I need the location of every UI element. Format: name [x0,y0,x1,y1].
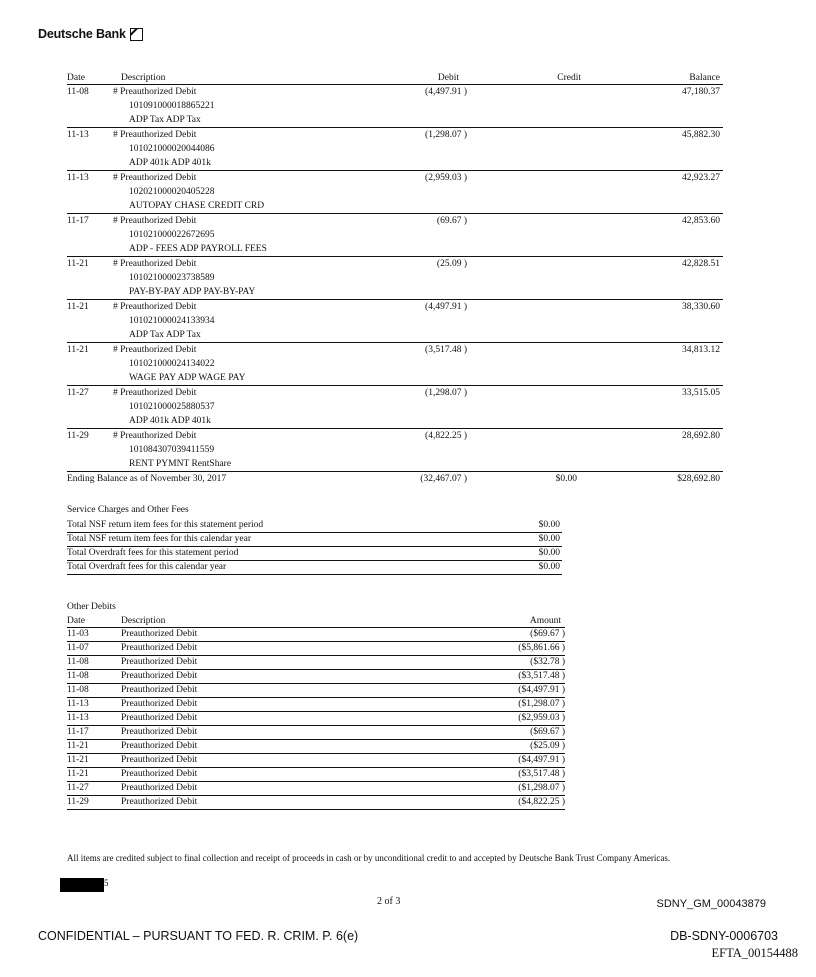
transaction-date: 11-21 [67,259,89,269]
other-debits-header [67,616,565,628]
other-debit-description: Preauthorized Debit [121,741,198,751]
transaction-date: 11-08 [67,87,89,97]
transaction-balance: 42,853.60 [682,216,720,226]
service-charge-row [67,519,562,533]
transaction-date: 11-27 [67,388,89,398]
service-charge-amount: $0.00 [538,534,560,544]
other-debit-amount: ($3,517.48 ) [518,671,565,681]
disclaimer-text: All items are credited subject to final collection and receipt of proceeds in cash or by unconditional credit to and accepted by Deutsche Bank Trust Company Americas. [67,853,671,863]
transaction-debit: (25.09 ) [436,259,467,269]
od-col-amount: Amount [529,616,561,626]
od-col-date: Date [67,616,85,626]
other-debits-title: Other Debits [67,602,116,612]
service-charge-amount: $0.00 [538,520,560,530]
col-balance: Balance [689,73,720,83]
other-debit-description: Preauthorized Debit [121,643,198,653]
other-debit-amount: ($2,959.03 ) [518,713,565,723]
other-debit-amount: ($1,298.07 ) [518,699,565,709]
confidential-notice: CONFIDENTIAL – PURSUANT TO FED. R. CRIM. P. 6(e) [38,929,359,943]
transaction-date: 11-21 [67,302,89,312]
other-debit-description: Preauthorized Debit [121,727,198,737]
other-debit-row [67,712,565,726]
service-charge-row [67,561,562,575]
other-debit-row [67,656,565,670]
transaction-debit: (4,497.91 ) [425,87,467,97]
transaction-reference: 101021000024134022 [129,359,215,369]
other-debit-date: 11-07 [67,643,89,653]
transaction-row [67,386,723,429]
service-charge-label: Total Overdraft fees for this statement period [67,548,239,558]
transaction-reference: 101021000024133934 [129,316,215,326]
other-debit-amount: ($5,861.66 ) [518,643,565,653]
transaction-debit: (1,298.07 ) [425,388,467,398]
other-debit-row [67,698,565,712]
other-debit-date: 11-08 [67,657,89,667]
transaction-balance: 42,828.51 [682,259,720,269]
other-debit-description: Preauthorized Debit [121,699,198,709]
bank-name: Deutsche Bank [38,27,126,41]
other-debit-description: Preauthorized Debit [121,797,198,807]
deutsche-bank-logo-icon [130,28,143,41]
other-debit-date: 11-08 [67,671,89,681]
other-debits-section [67,602,565,810]
transaction-debit: (69.67 ) [436,216,467,226]
other-debit-amount: ($3,517.48 ) [518,769,565,779]
other-debit-description: Preauthorized Debit [121,629,198,639]
efta-number: EFTA_00154488 [711,946,798,960]
transaction-balance: 28,692.80 [682,431,720,441]
transaction-reference: 101021000023738589 [129,273,215,283]
transaction-date: 11-17 [67,216,89,226]
transaction-balance: 34,813.12 [682,345,720,355]
transaction-debit: (2,959.03 ) [425,173,467,183]
transaction-type: # Preauthorized Debit [113,173,197,183]
other-debit-date: 11-29 [67,797,89,807]
transaction-debit: (3,517.48 ) [425,345,467,355]
other-debit-description: Preauthorized Debit [121,783,198,793]
transaction-row [67,85,723,128]
other-debit-description: Preauthorized Debit [121,685,198,695]
transaction-payee: ADP 401k ADP 401k [129,158,211,168]
service-charge-label: Total NSF return item fees for this statement period [67,520,264,530]
transaction-debit: (1,298.07 ) [425,130,467,140]
service-charge-label: Total NSF return item fees for this calendar year [67,534,251,544]
transaction-row [67,214,723,257]
other-debit-amount: ($32.78 ) [530,657,565,667]
transaction-debit: (4,497.91 ) [425,302,467,312]
transaction-type: # Preauthorized Debit [113,431,197,441]
other-debit-date: 11-08 [67,685,89,695]
other-debit-description: Preauthorized Debit [121,755,198,765]
other-debit-date: 11-13 [67,699,89,709]
other-debit-date: 11-17 [67,727,89,737]
transaction-date: 11-13 [67,130,89,140]
other-debit-row [67,796,565,810]
transaction-table [67,72,723,486]
transaction-payee: RENT PYMNT RentShare [129,459,232,469]
transaction-row [67,128,723,171]
transaction-payee: ADP 401k ADP 401k [129,416,211,426]
other-debit-description: Preauthorized Debit [121,713,198,723]
other-debit-amount: ($4,497.91 ) [518,685,565,695]
other-debit-amount: ($4,822.25 ) [518,797,565,807]
transaction-balance: 42,923.27 [682,173,720,183]
transaction-reference: 101021000022672695 [129,230,215,240]
service-charge-amount: $0.00 [538,548,560,558]
other-debit-description: Preauthorized Debit [121,671,198,681]
service-charge-row [67,547,562,561]
transaction-payee: PAY-BY-PAY ADP PAY-BY-PAY [129,287,256,297]
transaction-type: # Preauthorized Debit [113,87,197,97]
transaction-reference: 102021000020405228 [129,187,215,197]
transaction-payee: ADP Tax ADP Tax [129,330,201,340]
other-debit-amount: ($25.09 ) [530,741,565,751]
transaction-debit: (4,822.25 ) [425,431,467,441]
other-debit-amount: ($4,497.91 ) [518,755,565,765]
transaction-date: 11-13 [67,173,89,183]
ending-balance-row [67,472,723,486]
bank-brand [38,27,143,41]
ending-balance-value: $28,692.80 [677,474,720,484]
transaction-type: # Preauthorized Debit [113,130,197,140]
transaction-reference: 101021000020044086 [129,144,215,154]
ending-debit-total: (32,467.07 ) [420,474,467,484]
redaction-block [60,878,104,892]
transaction-type: # Preauthorized Debit [113,388,197,398]
other-debit-row [67,642,565,656]
other-debit-row [67,782,565,796]
transaction-balance: 47,180.37 [682,87,720,97]
other-debit-row [67,754,565,768]
other-debit-date: 11-21 [67,741,89,751]
other-debit-date: 11-21 [67,755,89,765]
transaction-date: 11-21 [67,345,89,355]
transaction-type: # Preauthorized Debit [113,216,197,226]
service-charge-label: Total Overdraft fees for this calendar year [67,562,227,572]
other-debit-amount: ($69.67 ) [530,629,565,639]
transaction-payee: ADP - FEES ADP PAYROLL FEES [129,244,267,254]
transaction-reference: 101091000018865221 [129,101,215,111]
ending-balance-label: Ending Balance as of November 30, 2017 [67,474,227,484]
transaction-row [67,429,723,472]
redaction-tail: 5 [104,878,109,888]
other-debit-row [67,740,565,754]
transaction-payee: WAGE PAY ADP WAGE PAY [129,373,246,383]
col-description: Description [121,73,166,83]
transaction-reference: 101021000025880537 [129,402,215,412]
ending-credit-total: $0.00 [555,474,577,484]
other-debit-amount: ($1,298.07 ) [518,783,565,793]
service-charges-section [67,505,562,575]
other-debit-row [67,684,565,698]
col-date: Date [67,73,85,83]
transaction-row [67,300,723,343]
other-debit-date: 11-03 [67,629,89,639]
transaction-type: # Preauthorized Debit [113,302,197,312]
transaction-row [67,171,723,214]
transaction-balance: 38,330.60 [682,302,720,312]
other-debit-row [67,670,565,684]
other-debit-amount: ($69.67 ) [530,727,565,737]
other-debit-description: Preauthorized Debit [121,769,198,779]
transaction-type: # Preauthorized Debit [113,259,197,269]
transaction-payee: ADP Tax ADP Tax [129,115,201,125]
bates-db-sdny: DB-SDNY-0006703 [670,929,778,943]
service-charge-amount: $0.00 [538,562,560,572]
col-credit: Credit [557,73,581,83]
od-col-description: Description [121,616,166,626]
transaction-row [67,257,723,300]
page-number: 2 of 3 [377,896,401,907]
transaction-balance: 45,882.30 [682,130,720,140]
transaction-row [67,343,723,386]
transaction-reference: 101084307039411559 [129,445,215,455]
other-debit-date: 11-21 [67,769,89,779]
service-charges-title: Service Charges and Other Fees [67,505,189,515]
other-debit-row [67,628,565,642]
col-debit: Debit [437,73,459,83]
transaction-balance: 33,515.05 [682,388,720,398]
transaction-type: # Preauthorized Debit [113,345,197,355]
other-debit-row [67,726,565,740]
other-debit-date: 11-13 [67,713,89,723]
transaction-date: 11-29 [67,431,89,441]
other-debit-date: 11-27 [67,783,89,793]
bates-sdny-gm: SDNY_GM_00043879 [656,898,766,910]
other-debit-row [67,768,565,782]
transaction-payee: AUTOPAY CHASE CREDIT CRD [129,201,265,211]
transaction-table-header [67,72,723,85]
service-charge-row [67,533,562,547]
other-debit-description: Preauthorized Debit [121,657,198,667]
